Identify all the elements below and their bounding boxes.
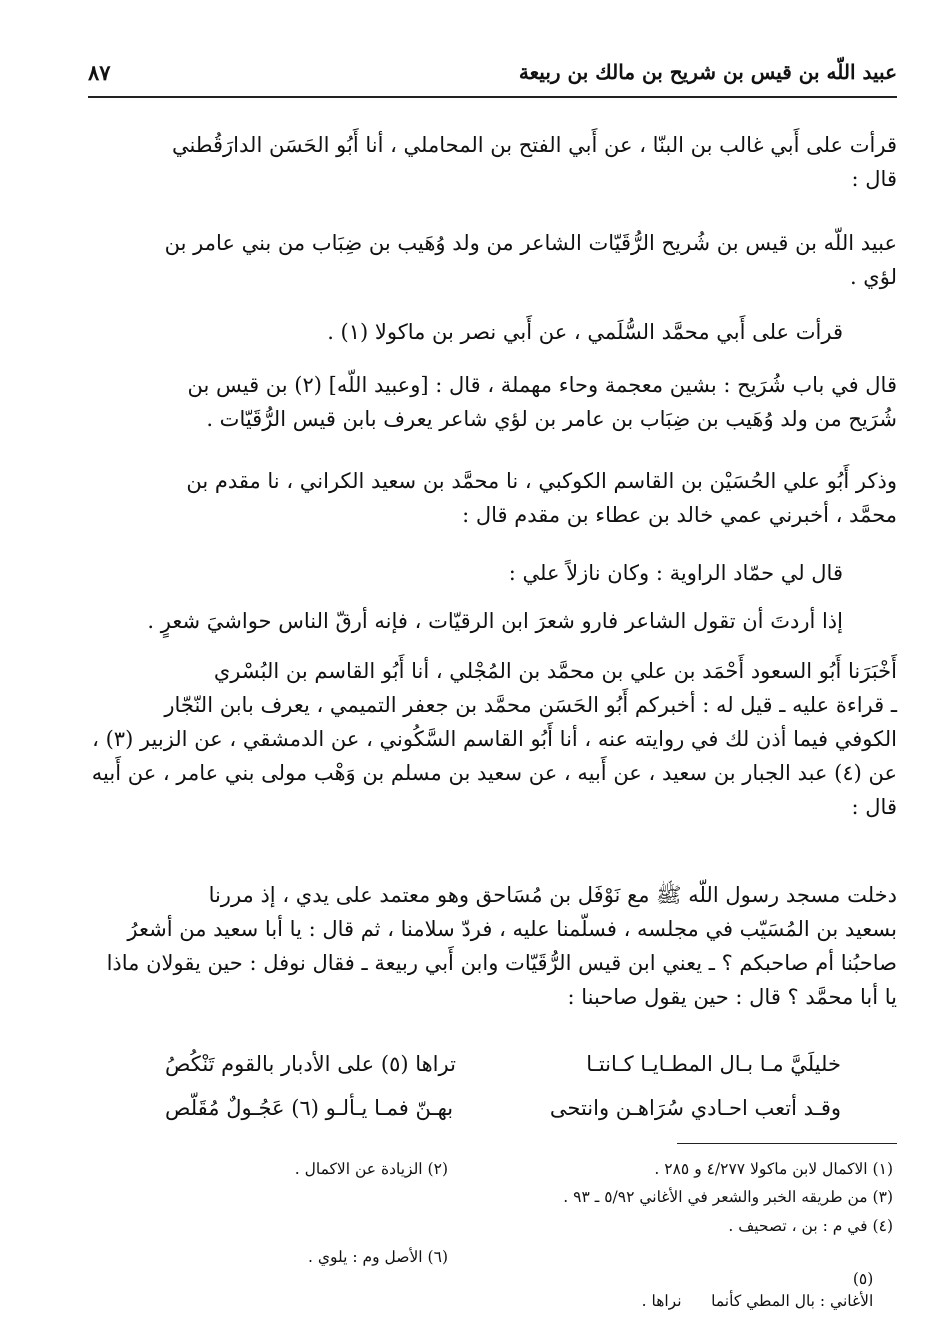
footnote-number: (٢) xyxy=(427,1160,448,1178)
text-line: قال : xyxy=(851,167,897,191)
footnote-text: من طريقه الخبر والشعر في الأغاني ٥/٩٢ ـ ٩٣ . xyxy=(563,1188,868,1206)
text-line: قال : xyxy=(851,795,897,819)
text-line: قال في باب شُرَيح : بشين معجمة وحاء مهملة ، قال : [وعبيد اللّه] (٢) بن قيس بن xyxy=(187,373,897,397)
footnote xyxy=(295,1158,448,1180)
verse-line xyxy=(165,1096,841,1130)
paragraph-2 xyxy=(88,226,897,294)
text-line: يا أبا محمَّد ؟ قال : حين يقول صاحبنا : xyxy=(567,985,897,1009)
text-line: عن (٤) عبد الجبار بن سعيد ، عن أَبيه ، عن سعيد بن مسلم بن وَهْب مولى بني عامر ، عن أَبيه xyxy=(91,761,897,785)
text-line: محمَّد ، أخبرني عمي خالد بن عطاء بن مقدم قال : xyxy=(462,503,897,527)
verse-first-hemistich: وقـد أتعب احـادي سُرَاهـن وانتحى xyxy=(549,1096,841,1120)
footnote xyxy=(654,1158,893,1180)
running-header xyxy=(88,58,897,98)
paragraph-8 xyxy=(88,654,897,824)
footnote-text: في م : بن ، تصحيف . xyxy=(728,1217,868,1235)
header-rule xyxy=(88,96,897,98)
footnote xyxy=(642,1246,893,1334)
text-line: شُرَيح من ولد وُهَيب بن ضِبَاب بن عامر بن لؤي شاعر يعرف بابن قيس الرُّقَيّات . xyxy=(206,407,897,431)
text-line: قرأت على أَبي غالب بن البنّا ، عن أَبي الفتح بن المحاملي ، أنا أَبُو الحَسَن الدارَقُطني xyxy=(171,133,897,157)
footnote-text: الأصل وم : يلوي . xyxy=(308,1248,423,1266)
paragraph-4 xyxy=(88,368,897,436)
text-line: لؤي . xyxy=(849,265,897,289)
footnote-text: الاكمال لابن ماكولا ٤/٢٧٧ و ٢٨٥ . xyxy=(654,1160,868,1178)
text-line: قال لي حمّاد الراوية : وكان نازلاً علي : xyxy=(508,561,843,585)
verse-line xyxy=(165,1052,841,1086)
paragraph-5 xyxy=(88,464,897,532)
text-line: وذكر أَبُو علي الحُسَيْن بن القاسم الكوكبي ، نا محمَّد بن سعيد الكراني ، نا مقدم بن xyxy=(186,469,897,493)
footnote-number: (٦) xyxy=(427,1248,448,1266)
footnote-number: (٣) xyxy=(872,1188,893,1206)
footnote-rule xyxy=(677,1143,897,1144)
text-line: أَخْبَرَنا أَبُو السعود أَحْمَد بن علي بن محمَّد بن المُجْلي ، أنا أَبُو القاسم بن البُسْري xyxy=(213,659,897,683)
footnote-text: الأغاني : بال المطي كأنما نراها . xyxy=(641,1292,874,1310)
verse-first-hemistich: خليلَيَّ مـا بـال المطـايـا كـانتـا xyxy=(586,1052,841,1076)
footnote xyxy=(563,1186,893,1208)
running-title: عبيد اللّه بن قيس بن شريح بن مالك بن ربيعة xyxy=(518,60,897,84)
footnote-text: الزيادة عن الاكمال . xyxy=(294,1160,423,1178)
paragraph-7 xyxy=(88,604,843,638)
text-line: عبيد اللّه بن قيس بن شُريح الرُّقَيّات الشاعر من ولد وُهَيب بن ضِبَاب من بني عامر بن xyxy=(164,231,897,255)
text-line: الكوفي فيما أذن لك في روايته عنه ، أنا أَبُو القاسم السَّكُوني ، عن الدمشقي ، عن الزبير (٣) ، xyxy=(92,727,897,751)
text-line: إذا أردتَ أن تقول الشاعر فارو شعرَ ابن الرقيّات ، فإنه أرقّ الناس حواشيَ شعرٍ . xyxy=(147,609,843,633)
footnote xyxy=(728,1215,893,1237)
paragraph-9 xyxy=(88,878,897,1014)
paragraph-1 xyxy=(88,128,897,196)
page-number: ٨٧ xyxy=(88,60,111,85)
footnote-number: (٥) xyxy=(852,1270,874,1288)
paragraph-3 xyxy=(88,315,843,349)
text-line: صاحبُنا أم صاحبكم ؟ ـ يعني ابن قيس الرُّقَيّات وابن أَبي ربيعة ـ فقال نوفل : حين يقولان ماذا xyxy=(106,951,897,975)
footnote-number: (٤) xyxy=(872,1217,893,1235)
text-line: بسعيد بن المُسَيّب في مجلسه ، فسلّمنا عليه ، فردّ سلامنا ، ثم قال : يا أبا سعيد من أشعرُ xyxy=(127,917,897,941)
text-line: قرأت على أَبي محمَّد السُّلَمي ، عن أَبي نصر بن ماكولا (١) . xyxy=(327,320,843,344)
footnote xyxy=(308,1246,448,1268)
paragraph-6 xyxy=(88,556,843,590)
verse-second-hemistich: بهـنّ فمـا يـألـو (٦) عَجُـولٌ مُقَلّص xyxy=(165,1096,454,1120)
text-line: دخلت مسجد رسول اللّه ﷺ مع نَوْفَل بن مُسَاحق وهو معتمد على يدي ، إذ مررنا xyxy=(208,883,897,907)
verse-second-hemistich: تراها (٥) على الأدبار بالقوم تَنْكُصُ xyxy=(165,1052,456,1076)
text-line: ـ قراءة عليه ـ قيل له : أخبركم أَبُو الحَسَن محمَّد بن جعفر التميمي ، يعرف بابن النّجّار xyxy=(164,693,897,717)
footnote-number: (١) xyxy=(872,1160,893,1178)
